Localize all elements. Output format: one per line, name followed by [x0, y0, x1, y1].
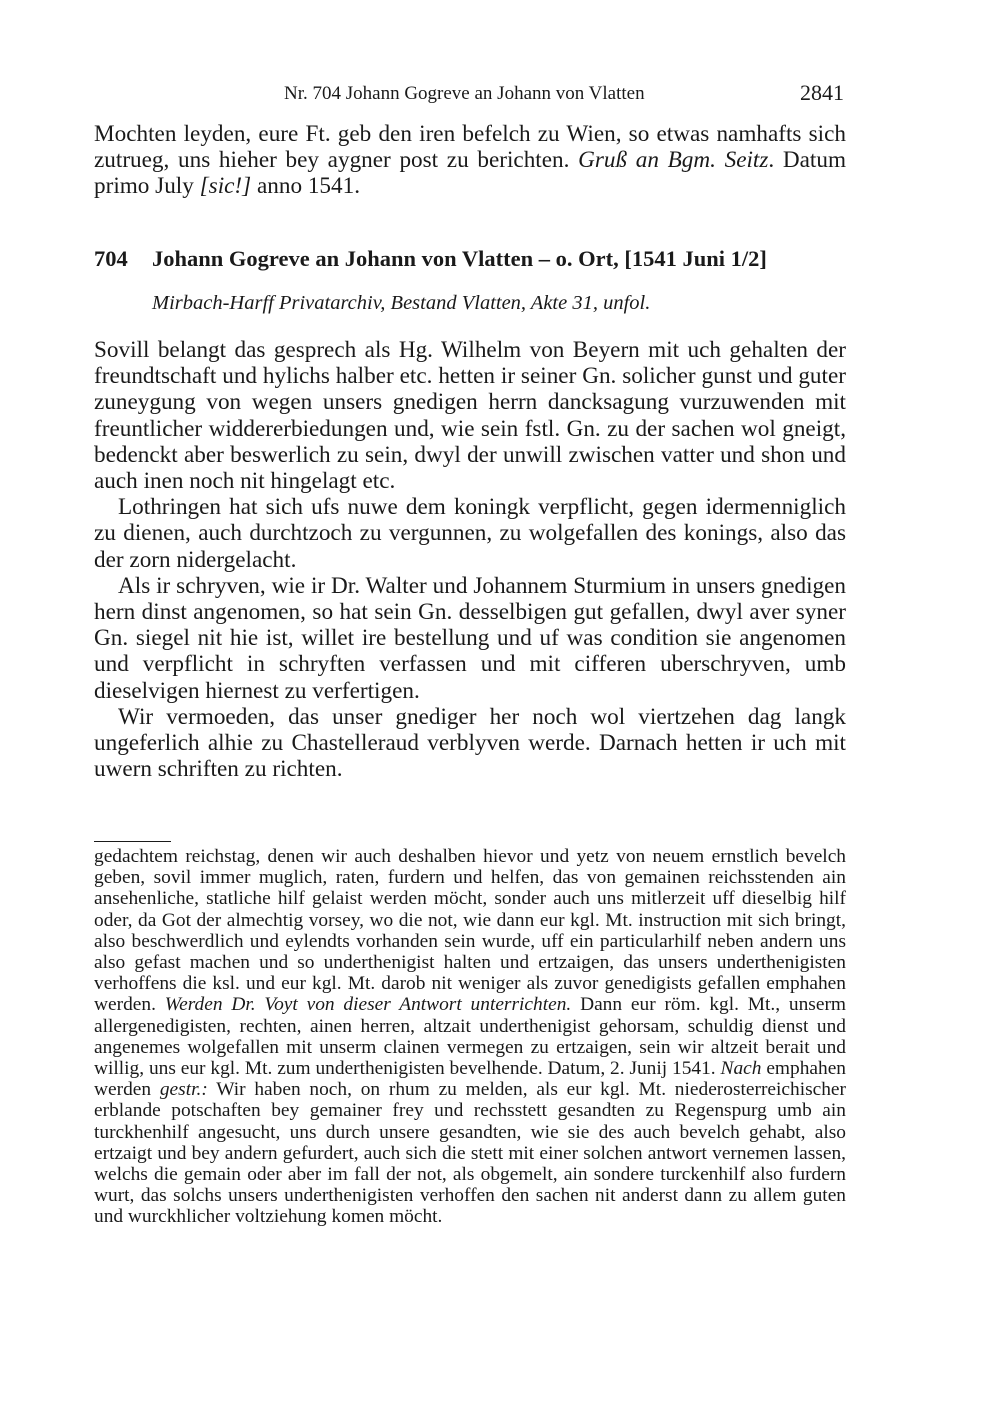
- continuation-text: Mochten leyden, eure Ft. geb den iren befelch zu Wien, so etwas namhafts sich zutrueg, uns hieher bey aygner post zu berichten.: [94, 121, 846, 174]
- previous-letter-continuation: [94, 121, 846, 200]
- continuation-text: . Datum primo July: [94, 147, 846, 200]
- letter-paragraph: Als ir schryven, wie ir Dr. Walter und Johannem Sturmium in unsers gnedigen hern dinst angenomen, so hat sein Gn. desselbigen gut gefallen, dwyl aver syner Gn. siegel nit hie ist, willet ire bestellung und uf was condition sie angenomen und verpflicht in schryften verfassen und mit cifferen uberschryven, umb dieselvigen hiernest zu verfertigen.: [94, 572, 846, 704]
- footnote-editorial-note: gestr.:: [159, 1079, 208, 1101]
- continuation-sic-note: [sic!]: [199, 173, 252, 200]
- continuation-text: anno 1541.: [251, 173, 361, 200]
- footnote-segment: Dann eur röm. kgl. Mt., unserm allergenedigisten, rechten, ainen herren, altzait underthenigist gehorsam, schuldig dienst und angenemes wolgefallen mit unserm clainen vermegen zu ertzaigen, sein wir altzeit berait und willig, uns eur kgl. Mt. zum underthenigisten bevelhende. Datum, 2. Junij 1541.: [94, 994, 847, 1080]
- footnote-divider: [94, 841, 171, 842]
- letter-paragraph: Lothringen hat sich ufs nuwe dem koningk verpflicht, gegen idermenniglich zu dienen, auch durchtzoch zu vergunnen, zu wolgefallen des konings, also das der zorn nidergelacht.: [94, 494, 846, 573]
- running-head: [94, 80, 846, 110]
- source-citation: Mirbach-Harff Privatarchiv, Bestand Vlatten, Akte 31, unfol.: [152, 292, 651, 314]
- footnote-segment: Wir haben noch, on rhum zu melden, als eur kgl. Mt. niederosterreichischer erblande potschaften bey gemainer frey und rechsstett gesandten zu Regenspurg umb ain turckhenhilf angesucht, uns durch unsere gesandten, wie sie des auch bevelch gehabt, also ertzaigt und bey andern gefurdert, auch sich die stett mit einer solchen antwort vernemen lassen, welchs die gemain oder aber im fall der not, als obgemelt, ain sondere turckenhilf also furdern wurt, das solchs unsers underthenigisten verhoffen den sachen nit anderst dann zu allem guten und wurckhlicher voltziehung komen möcht.: [94, 1079, 846, 1228]
- footnote-editorial-note: Werden Dr. Voyt von dieser Antwort unterrichten.: [164, 994, 572, 1016]
- letter-body: [94, 337, 846, 782]
- entry-title: Johann Gogreve an Johann von Vlatten – o. Ort, [1541 Juni 1/2]: [152, 246, 767, 271]
- continuation-editorial-note: Gruß an Bgm. Seitz: [578, 147, 769, 174]
- letter-paragraph: Wir vermoeden, das unser gnediger her noch wol viertzehen dag langk ungeferlich alhie zu Chastelleraud verblyven werde. Darnach hetten ir uch mit uwern schriften zu richten.: [94, 703, 846, 783]
- footnote-segment: emphahen werden: [94, 1058, 846, 1101]
- page-number: 2841: [800, 80, 844, 105]
- footnote-editorial-note: Nach: [720, 1058, 762, 1080]
- letter-paragraph: Sovill belangt das gesprech als Hg. Wilhelm von Beyern mit uch gehalten der freundtschaft und hylichs halber etc. hetten ir seiner Gn. solicher gunst und guter zuneygung von wegen unsers gnedigen herrn dancksagung vurzuwenden mit freuntlicher widdererbiedungen und, wie sein fstl. Gn. zu der sachen wol gneigt, bedenckt aber beswerlich zu sein, dwyl der unwill zwischen vatter und shon und auch inen noch nit hingelagt etc.: [94, 337, 846, 495]
- footnote-segment: gedachtem reichstag, denen wir auch deshalben hievor und yetz von neuem ernstlich bevelch geben, sovil immer muglich, raten, furdern und helfen, das von gemainen reichsstenden ain ansehenliche, statliche hilf gelaist werden möcht, sonder auch uns mitlerzeit uff dieselbig hilf oder, da Got der almechtig vorsey, wo die not, wie dann eur kgl. Mt. instruction mit sich bringt, also beschwerdlich und eylendts vorhanden sein wurde, uff ein particularhilf neben andern uns also gefast machen und so underthenigist halten und ertzaigen, das unsers underthenigisten verhoffens die ksl. und eur kgl. Mt. darob nit weniger als zuvor genedigists gefallen emphahen werden.: [94, 846, 846, 1016]
- entry-heading: [94, 246, 846, 272]
- footnote-text: [94, 846, 846, 1228]
- entry-number: 704: [94, 246, 128, 271]
- running-title: Nr. 704 Johann Gogreve an Johann von Vlatten: [284, 83, 645, 104]
